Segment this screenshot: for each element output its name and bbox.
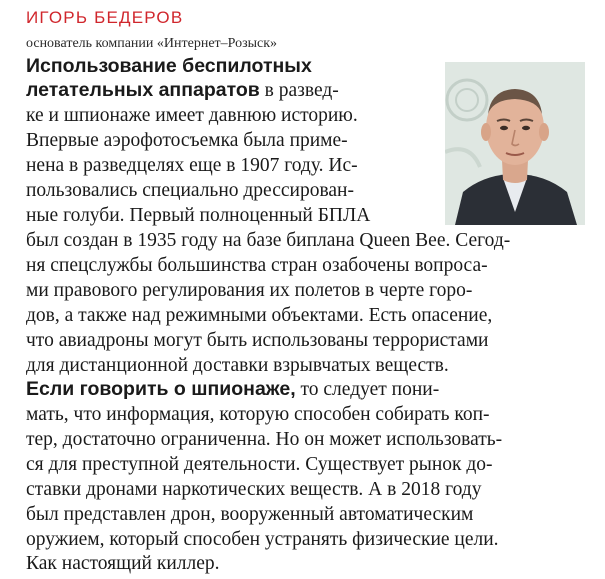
author-portrait-photo <box>445 62 585 225</box>
author-name: ИГОРЬ БЕДЕРОВ <box>26 8 184 27</box>
article-line-13: для дистанционной доставки взрывчатых веществ. <box>26 355 449 376</box>
article-line-10: ми правового регулирования их полетов в черте горо- <box>26 280 473 301</box>
article-line-20: оружием, который способен устранять физические цели. <box>26 529 499 550</box>
portrait-photo-icon <box>445 62 585 225</box>
article-line-1 <box>26 55 312 78</box>
article-line-3: ке и шпионаже имеет давнюю историю. <box>26 105 358 126</box>
article-line-18: ставки дронами наркотических веществ. А в 2018 году <box>26 479 482 500</box>
article-line-8: был создан в 1935 году на базе биплана Queen Bee. Сегод- <box>26 230 511 251</box>
author-role: основатель компании «Интернет–Розыск» <box>26 36 278 51</box>
article-line-11: дов, а также над режимными объектами. Есть опасение, <box>26 305 493 326</box>
article-line-2: летательных аппаратов в развед- <box>26 79 339 101</box>
article-line-4: Впервые аэрофотосъемка была приме- <box>26 130 348 151</box>
article-line-7: ные голуби. Первый полноценный БПЛА <box>26 205 371 226</box>
article-line-16: тер, достаточно ограниченна. Но он может использовать- <box>26 429 503 450</box>
article-line-17: ся для преступной деятельности. Существует рынок до- <box>26 454 493 475</box>
article-line-9: ня спецслужбы большинства стран озабочены вопроса- <box>26 255 488 276</box>
article-line-5: нена в разведцелях еще в 1907 году. Ис- <box>26 155 358 176</box>
article-line-12: что авиадроны могут быть использованы террористами <box>26 330 489 351</box>
article-line-14: Если говорить о шпионаже, то следует пони- <box>26 378 440 400</box>
section-bold-phrase: Если говорить о шпионаже, <box>26 378 296 400</box>
article-line-21: Как настоящий киллер. <box>26 553 220 574</box>
article-line-19: был представлен дрон, вооруженный автоматическим <box>26 504 474 525</box>
lead-bold-phrase: Использование беспилотных <box>26 55 312 77</box>
lead-bold-phrase: летательных аппаратов <box>26 79 260 101</box>
article-line-15: мать, что информация, которую способен собирать коп- <box>26 404 490 425</box>
article-line-6: пользовались специально дрессирован- <box>26 180 354 201</box>
